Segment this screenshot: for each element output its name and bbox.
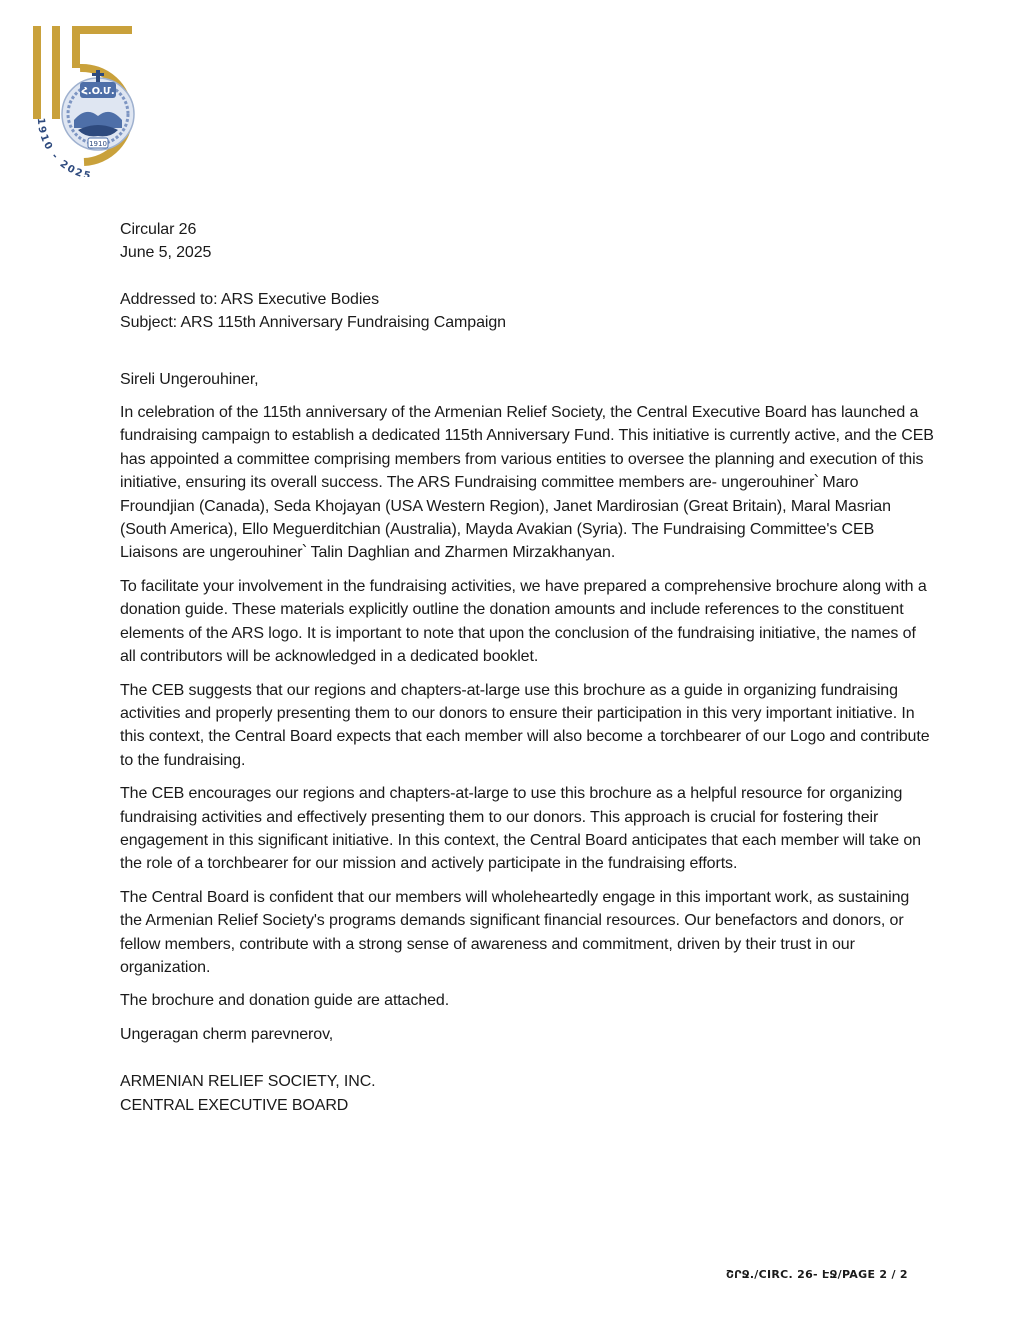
addressed-to: Addressed to: ARS Executive Bodies	[120, 290, 379, 308]
paragraph: In celebration of the 115th anniversary of the Armenian Relief Society, the Central Executive Board has launched a fundraising campaign to establish a dedicated 115th Anniversary Fund. This initiative is currently active, and the CEB has appointed a committee comprising members from various entities to oversee the planning and execution of this initiative, ensuring its overall success. The ARS Fundraising committee members are- ungerouhiner՝ Maro Froundjian (Canada), Seda Khojayan (USA Western Region), Janet Mardirosian (Great Britain), Maral Masrian (South America), Ello Meguerditchian (Australia), Mayda Avakian (Syria). The Fundraising Committee's CEB Liaisons are ungerouhiner՝ Talin Daghlian and Zharmen Mirzakhanyan.	[120, 404, 934, 562]
subject-line: Subject: ARS 115th Anniversary Fundraising Campaign	[120, 314, 506, 332]
ars-115-logo	[30, 22, 165, 177]
salutation: Sireli Ungerouhiner,	[120, 370, 259, 388]
circular-number: Circular 26	[120, 221, 197, 238]
signature-org: ARMENIAN RELIEF SOCIETY, INC.	[120, 1073, 376, 1091]
page-footer: ՇՐՋ./CIRC. 26- ԷՋ/PAGE 2 / 2	[726, 1268, 908, 1281]
logo-digit-five-stem	[72, 26, 80, 68]
paragraph: The CEB suggests that our regions and chapters-at-large use this brochure as a guide in organizing fundraising activities and properly presenting them to our donors to ensure their participation in this very important initiative. In this context, the Central Board expects that each member will also become a torchbearer of our Logo and contribute to the fundraising.	[120, 681, 930, 769]
letter-date: June 5, 2025	[120, 244, 212, 262]
cross-bar	[92, 73, 104, 76]
anniversary-emblem-icon	[30, 22, 165, 177]
paragraph: The Central Board is confident that our members will wholeheartedly engage in this important work, as sustaining the Armenian Relief Society's programs demands significant financial resources. Our benefactors and donors, or fellow members, contribute with a strong sense of awareness and commitment, driven by their trust in our organization.	[120, 888, 910, 976]
paragraph: The CEB encourages our regions and chapters-at-large to use this brochure as a helpful resource for organizing fundraising activities and effectively presenting them to our donors. This approach is crucial for fostering their engagement in this significant initiative. In this context, the Central Board anticipates that each member will take on the role of a torchbearer for our mission and actively participate in the fundraising efforts.	[120, 785, 921, 873]
letter-body	[120, 218, 935, 1117]
logo-digit-five-top	[72, 26, 132, 34]
emblem-letters: Հ.Օ.Մ.	[81, 86, 115, 97]
paragraph: To facilitate your involvement in the fundraising activities, we have prepared a comprehensive brochure along with a donation guide. These materials explicitly outline the donation amounts and include references to the constituent elements of the ARS logo. It is important to note that upon the conclusion of the fundraising initiative, the names of all contributors will be acknowledged in a dedicated booklet.	[120, 577, 927, 666]
closing: Ungeragan cherm parevnerov,	[120, 1025, 334, 1043]
logo-years-text: 1910 - 2025	[34, 117, 94, 177]
logo-digit-one-second	[52, 26, 60, 119]
paragraph: The brochure and donation guide are attached.	[120, 992, 450, 1010]
badge-year-text: 1910	[89, 140, 107, 148]
logo-digit-one	[33, 26, 41, 119]
signature-board: CENTRAL EXECUTIVE BOARD	[120, 1096, 349, 1114]
